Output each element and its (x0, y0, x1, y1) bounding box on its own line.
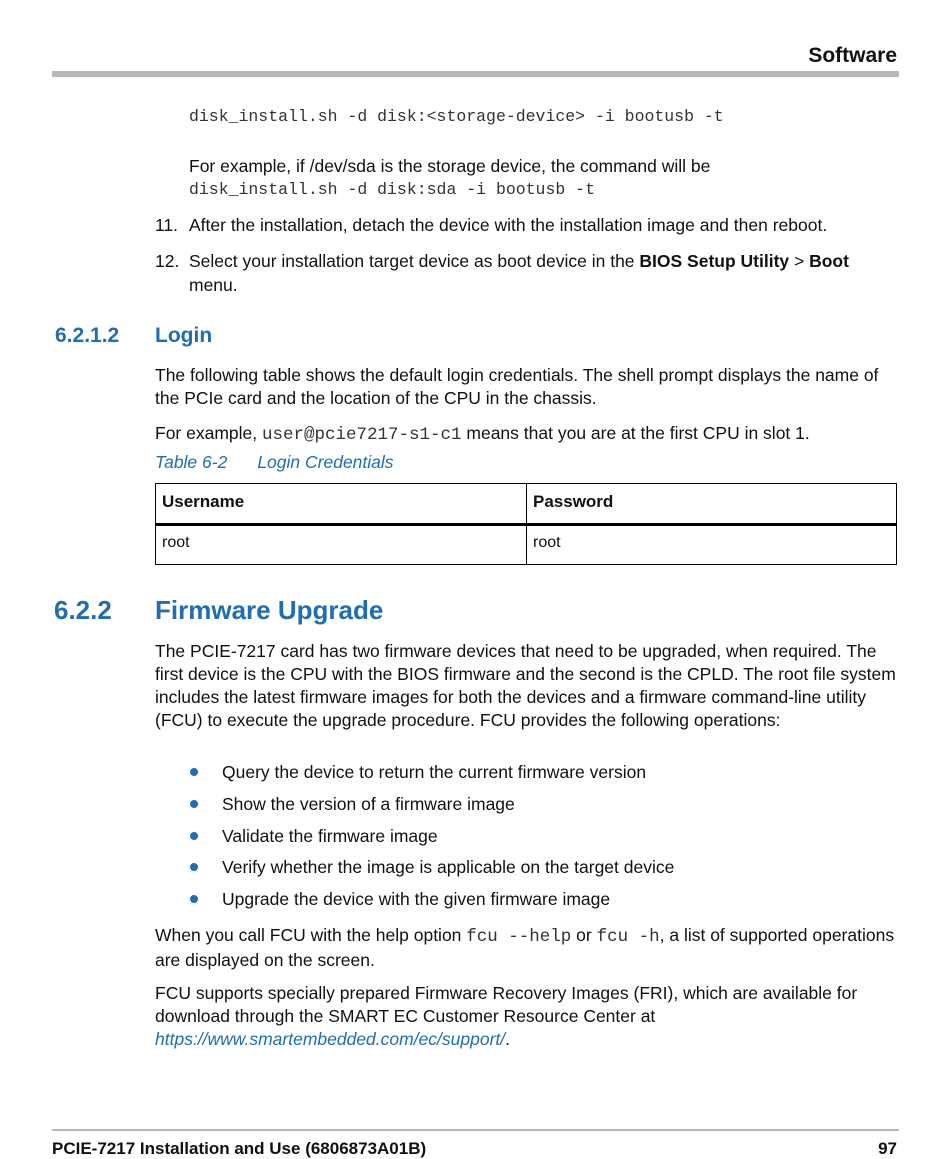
header-rule (52, 71, 899, 77)
firmware-section-title: Firmware Upgrade (155, 595, 384, 625)
table-caption-title: Login Credentials (257, 452, 394, 472)
fw-p2-post: , a list of supported operations are displayed on the screen. (155, 925, 895, 970)
bullet-icon (190, 800, 198, 808)
fcu-help-code: fcu --help (466, 927, 572, 947)
footer-rule (52, 1129, 899, 1131)
login-paragraph-1: The following table shows the default login credentials. The shell prompt displays the name of the PCIe card and the location of the CPU in the chassis. (155, 365, 879, 408)
fcu-h-code: fcu -h (596, 927, 660, 947)
table-header-password: Password (533, 492, 614, 511)
table-caption-label: Table 6-2 (155, 452, 228, 472)
boot-menu-label: Boot (809, 251, 849, 271)
bullet-icon (190, 895, 198, 903)
step-12-text-post: menu. (189, 275, 238, 295)
install-command-example: disk_install.sh -d disk:sda -i bootusb -t (189, 180, 595, 199)
login-credentials-table (155, 483, 897, 565)
fw-p2-mid: or (571, 925, 597, 945)
bullet-icon (190, 832, 198, 840)
fw-p3-post: . (505, 1029, 511, 1049)
page-number: 97 (878, 1139, 897, 1158)
table-caption (155, 452, 394, 473)
prompt-example-code: user@pcie7217-s1-c1 (261, 425, 462, 445)
bios-setup-utility-label: BIOS Setup Utility (639, 251, 790, 271)
footer-document-title: PCIE-7217 Installation and Use (6806873A01B) (52, 1139, 427, 1158)
menu-separator: > (789, 251, 810, 271)
login-p2-pre: For example, (155, 423, 262, 443)
step-12-number: 12. (155, 251, 180, 271)
step-12-text-pre: Select your installation target device as boot device in the (189, 251, 640, 271)
bullet-icon (190, 768, 198, 776)
support-link[interactable]: https://www.smartembedded.com/ec/support/ (155, 1029, 506, 1049)
table-cell-username: root (156, 526, 527, 564)
firmware-paragraph-3 (155, 982, 900, 1051)
install-example-text: For example, if /dev/sda is the storage device, the command will be (189, 156, 711, 176)
login-paragraph-2 (155, 422, 900, 447)
fw-p2-pre: When you call FCU with the help option (155, 925, 467, 945)
list-item-text: Query the device to return the current firmware version (222, 762, 647, 782)
list-item-text: Verify whether the image is applicable on the target device (222, 857, 675, 878)
step-11-number: 11. (155, 215, 179, 235)
running-header-title: Software (808, 44, 897, 67)
firmware-paragraph-1: The PCIE-7217 card has two firmware devices that need to be upgraded, when required. The first device is the CPU with the BIOS firmware and the second is the CPLD. The root file system includes the latest firmware images for both the devices and a firmware command-line utility (FCU) to execute the upgrade procedure. FCU provides the following operations: (155, 641, 896, 730)
login-p2-post: means that you are at the first CPU in slot 1. (461, 423, 810, 443)
firmware-paragraph-2 (155, 924, 900, 972)
list-item-text: Show the version of a firmware image (222, 793, 515, 814)
login-section-number: 6.2.1.2 (55, 324, 120, 347)
list-item-text: Validate the firmware image (222, 825, 438, 846)
bullet-icon (190, 863, 198, 871)
firmware-section-number: 6.2.2 (54, 595, 112, 625)
step-11-text: After the installation, detach the device with the installation image and then reboot. (189, 215, 828, 235)
login-section-title: Login (155, 324, 213, 347)
table-cell-password: root (533, 534, 561, 551)
install-command-template: disk_install.sh -d disk:<storage-device> -i bootusb -t (189, 107, 724, 126)
fw-p3-pre: FCU supports specially prepared Firmware Recovery Images (FRI), which are available for download through the SMART EC Customer Resource Center at (155, 983, 858, 1026)
list-item-text: Upgrade the device with the given firmware image (222, 889, 611, 909)
table-header-username: Username (156, 484, 527, 524)
step-12-text (189, 249, 899, 297)
